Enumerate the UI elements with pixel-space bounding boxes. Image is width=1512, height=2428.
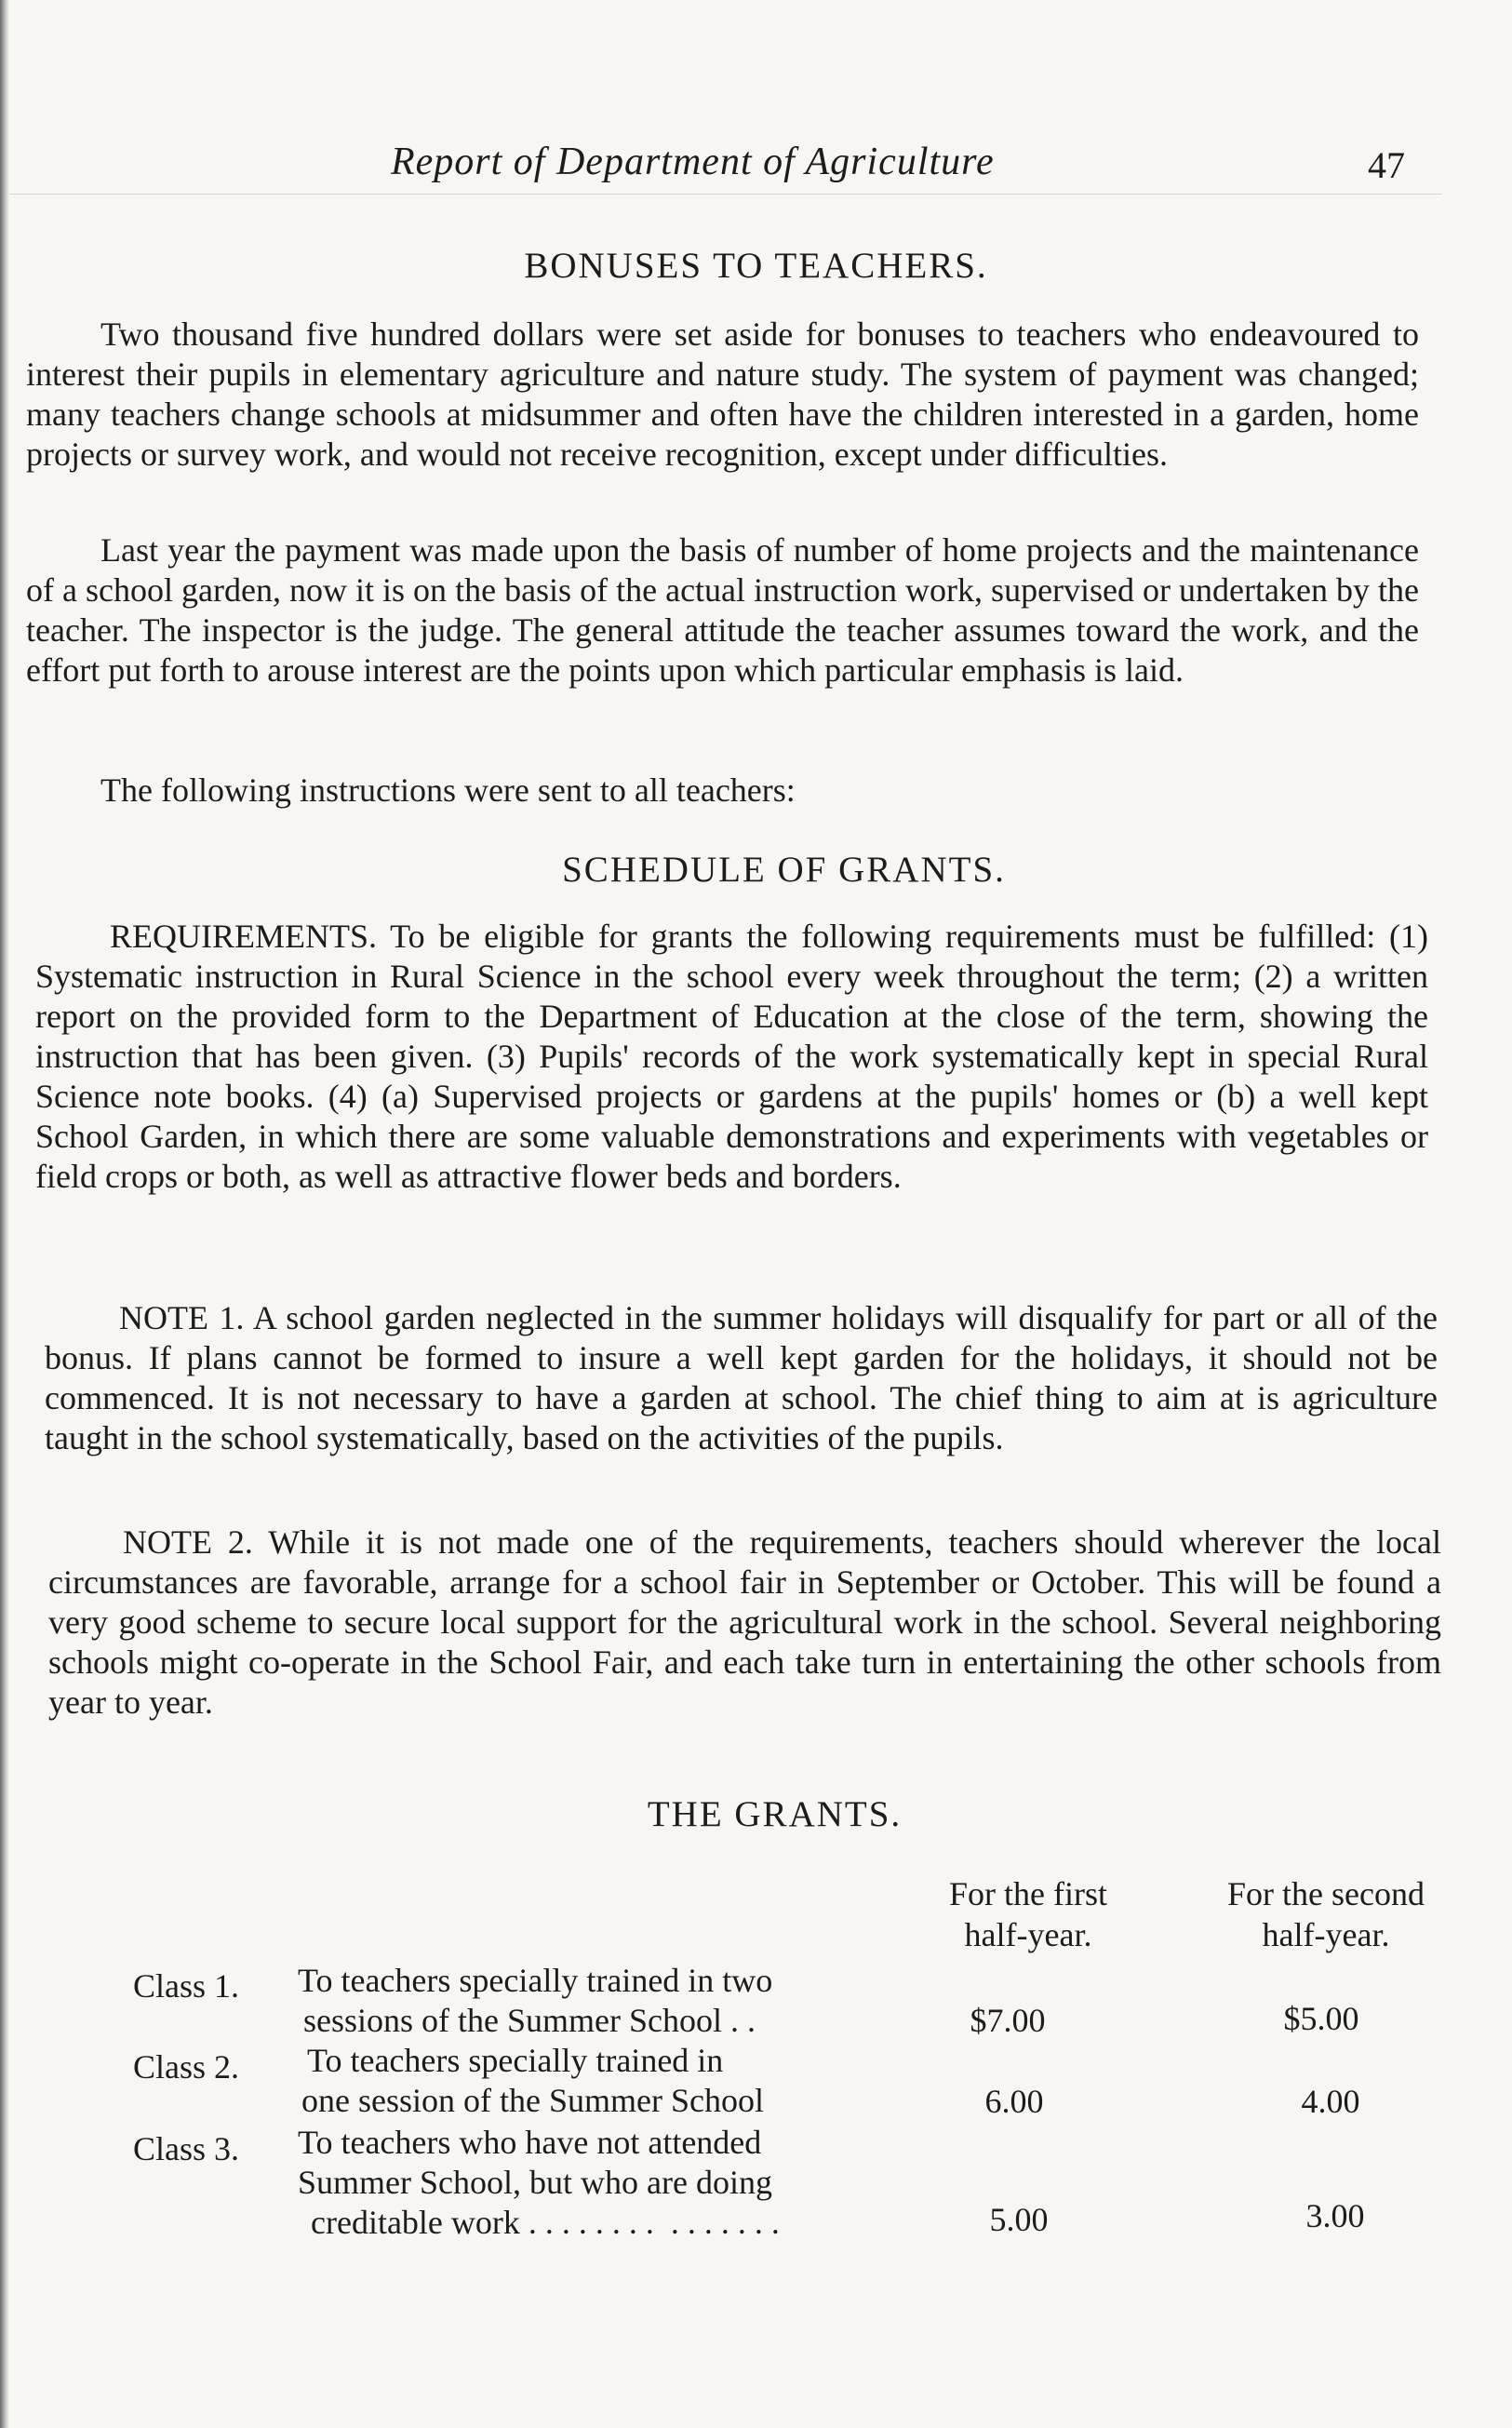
table-row-label: Class 1.	[133, 1967, 240, 2005]
amount-first-half: 6.00	[984, 2083, 1044, 2120]
description-line: sessions of the Summer School . .	[303, 2002, 756, 2039]
column-header-second-half	[1182, 1873, 1470, 1955]
running-title: Report of Department of Agriculture	[391, 141, 995, 183]
paragraph-requirements: REQUIREMENTS. To be eligible for grants the following requirements must be fulfilled: (1) Systematic instruction in Rural Science in the school every week throughout the term; (2) a written report on the provided form to the Department of Education at the close of the term, showing the instruction that has been given. (3) Pupils' records of the work systematically kept in special Rural Science note books. (4) (a) Supervised projects or gardens at the pupils' homes or (b) a well kept School Garden, in which there are some valuable demonstrations and experiments with vegetables or field crops or both, as well as attractive flower beds and borders.	[35, 918, 1428, 1195]
column-header-first-line1: For the first	[949, 1875, 1107, 1912]
section-heading-bonuses: BONUSES TO TEACHERS.	[524, 246, 988, 286]
description-line: creditable work . . . . . . . . . . . . . . .	[311, 2204, 780, 2241]
column-header-second-line1: For the second	[1227, 1875, 1425, 1912]
running-head	[0, 140, 1512, 195]
description-line: To teachers specially trained in two	[298, 1962, 773, 1999]
paragraph-note-2: NOTE 2. While it is not made one of the requirements, teachers should wherever the local circumstances are favorable, arrange for a school fair in September or October. This will be found a very good scheme to secure local support for the agricultural work in the school. Several neighboring schools might co-operate in the School Fair, and each take turn in entertaining the other schools from year to year.	[48, 1523, 1441, 1721]
table-row-description	[298, 1961, 912, 2041]
paragraph-bonuses-1: Two thousand five hundred dollars were set aside for bonuses to teachers who endeavoured to interest their pupils in elementary agriculture and nature study. The system of payment was changed; many teachers change schools at midsummer and often have the children interested in a garden, home projects or survey work, and would not receive recognition, except under difficulties.	[26, 315, 1419, 473]
table-row-label: Class 2.	[133, 2048, 240, 2086]
amount-second-half: $5.00	[1283, 2000, 1359, 2037]
table-row-label: Class 3.	[133, 2130, 240, 2167]
column-header-first-half	[884, 1873, 1172, 1955]
amount-first-half: $7.00	[970, 2002, 1046, 2039]
description-line: Summer School, but who are doing	[298, 2164, 772, 2201]
amount-first-half: 5.00	[989, 2201, 1049, 2238]
amount-second-half: 3.00	[1305, 2197, 1365, 2234]
description-line: To teachers specially trained in	[307, 2042, 724, 2079]
page-number: 47	[1368, 144, 1405, 186]
section-heading-grants: THE GRANTS.	[647, 1794, 903, 1834]
amount-second-half: 4.00	[1301, 2083, 1360, 2120]
section-heading-schedule: SCHEDULE OF GRANTS.	[562, 850, 1006, 890]
header-rule	[9, 194, 1442, 195]
description-line: one session of the Summer School	[301, 2082, 764, 2119]
paragraph-bonuses-2: Last year the payment was made upon the basis of number of home projects and the maintenance of a school garden, now it is on the basis of the actual instruction work, supervised or undertaken by the teacher. The inspector is the judge. The general attitude the teacher assumes toward the work, and the effort put forth to arouse interest are the points upon which particular emphasis is laid.	[26, 531, 1419, 689]
paragraph-bonuses-3: The following instructions were sent to all teachers:	[100, 771, 796, 809]
scan-edge-shadow	[0, 0, 9, 2428]
table-row-description	[301, 2041, 921, 2121]
column-header-first-line2: half-year.	[964, 1916, 1092, 1953]
column-header-second-line2: half-year.	[1262, 1916, 1390, 1953]
paragraph-note-1: NOTE 1. A school garden neglected in the summer holidays will disqualify for part or all of the bonus. If plans cannot be formed to insure a well kept garden for the holidays, it should not be commenced. It is not necessary to have a garden at school. The chief thing to aim at is agriculture taught in the school systematically, based on the activities of the pupils.	[45, 1299, 1438, 1456]
description-line: To teachers who have not attended	[298, 2124, 762, 2161]
table-row-description	[298, 2123, 912, 2243]
